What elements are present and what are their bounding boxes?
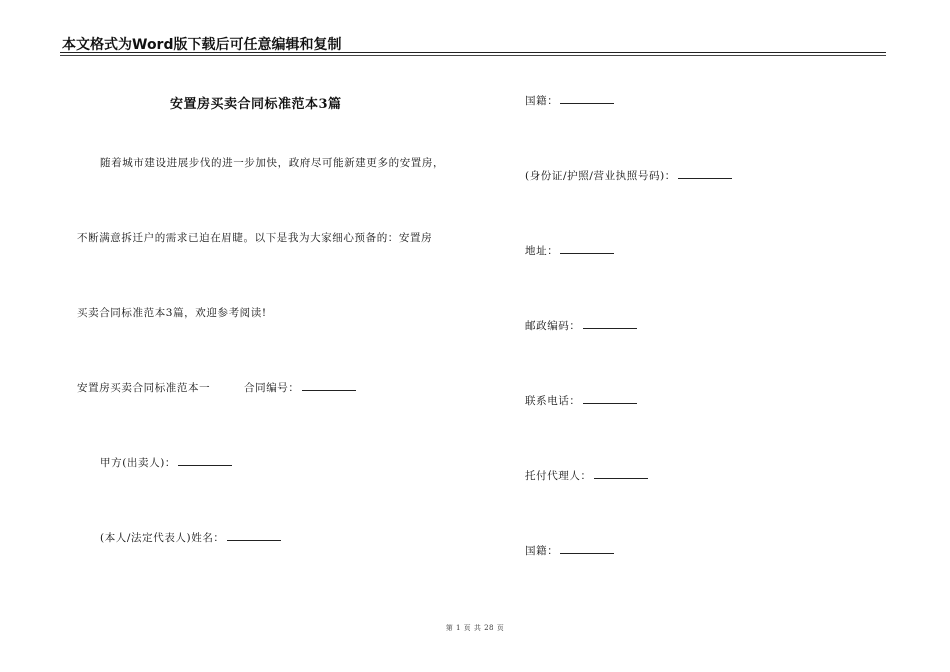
nationality-label-1: 国籍： <box>525 95 559 107</box>
nationality-field-1 <box>525 93 614 108</box>
document-title: 安置房买卖合同标准范本3篇 <box>170 97 342 112</box>
nationality-field-2 <box>525 543 614 558</box>
address-field <box>525 243 614 258</box>
nationality-blank-2 <box>560 544 614 554</box>
document-header: 本文格式为Word版下载后可任意编辑和复制 <box>62 37 342 53</box>
id-number-field <box>525 168 732 183</box>
representative-label: (本人/法定代表人)姓名： <box>100 532 225 544</box>
party-a-label: 甲方(出卖人)： <box>100 457 176 469</box>
intro-paragraph-line-1: 随着城市建设进展步伐的进一步加快，政府尽可能新建更多的安置房， <box>100 157 445 169</box>
section-heading: 安置房买卖合同标准范本一 <box>77 382 211 394</box>
phone-blank <box>583 394 637 404</box>
representative-field <box>100 530 281 545</box>
intro-paragraph-line-2: 不断满意拆迁户的需求已迫在眉睫。以下是我为大家细心预备的：安置房 <box>77 232 433 244</box>
intro-paragraph-line-3: 买卖合同标准范本3篇，欢迎参考阅读! <box>77 307 267 319</box>
postal-code-field <box>525 318 637 333</box>
nationality-label-2: 国籍： <box>525 545 559 557</box>
phone-label: 联系电话： <box>525 395 581 407</box>
page-number: 第 1 页 共 28 页 <box>445 624 505 632</box>
id-number-label: (身份证/护照/营业执照号码)： <box>525 170 676 182</box>
party-a-blank <box>178 456 232 466</box>
agent-label: 托付代理人： <box>525 470 592 482</box>
address-label: 地址： <box>525 245 559 257</box>
postal-code-label: 邮政编码： <box>525 320 581 332</box>
phone-field <box>525 393 637 408</box>
agent-field <box>525 468 648 483</box>
header-divider-thin <box>60 55 886 56</box>
agent-blank <box>594 469 648 479</box>
id-number-blank <box>678 169 732 179</box>
address-blank <box>560 244 614 254</box>
party-a-field <box>100 455 232 470</box>
contract-number-field <box>244 380 356 395</box>
postal-code-blank <box>583 319 637 329</box>
nationality-blank-1 <box>560 94 614 104</box>
representative-blank <box>227 531 281 541</box>
contract-number-label: 合同编号： <box>244 382 300 394</box>
contract-number-blank <box>302 381 356 391</box>
header-divider <box>60 52 886 53</box>
